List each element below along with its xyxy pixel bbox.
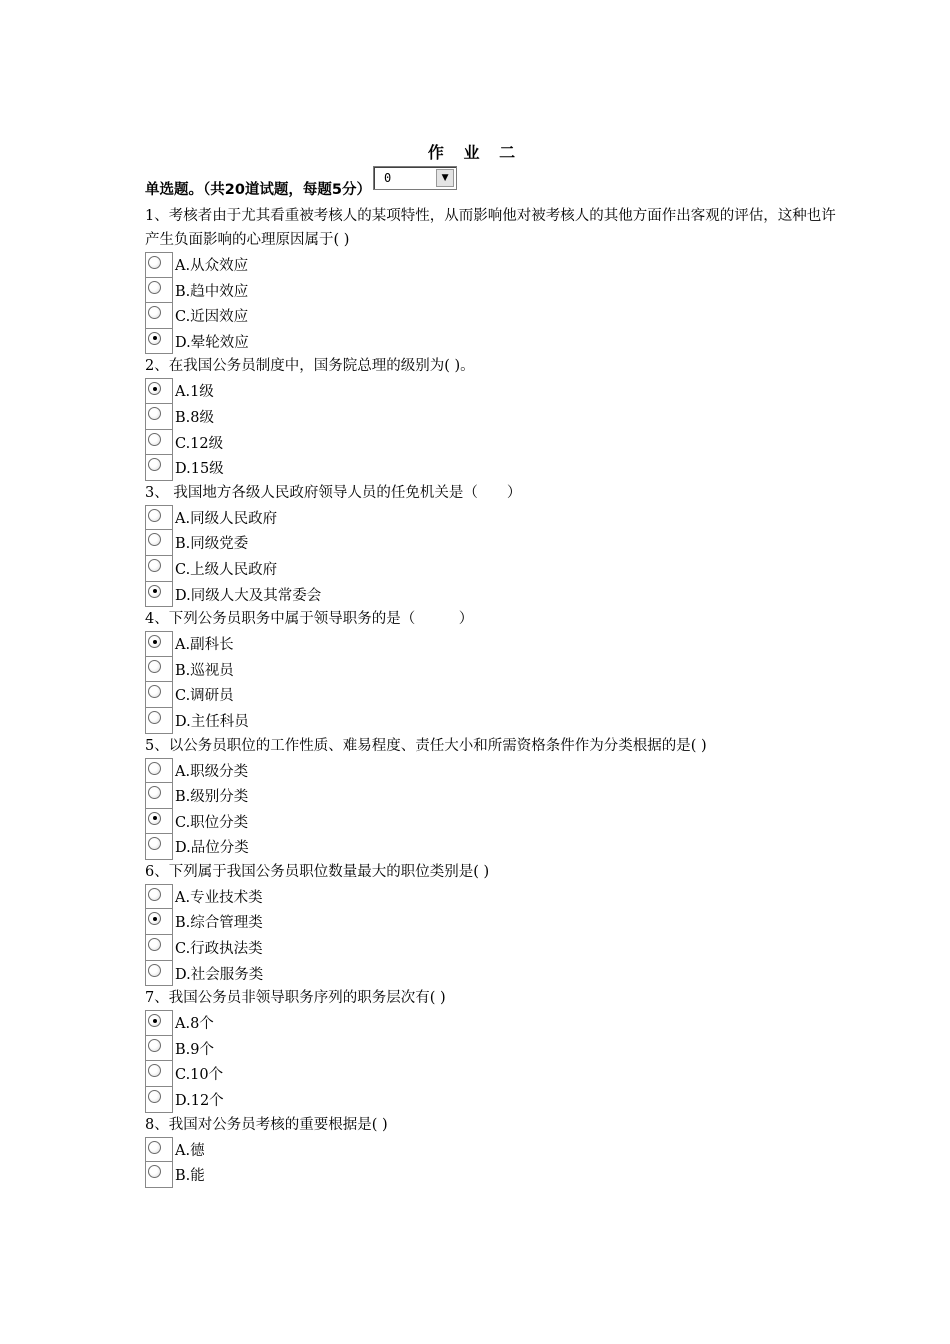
option-row[interactable]	[145, 430, 845, 456]
option-label: D.品位分类	[175, 840, 249, 857]
radio-button[interactable]	[148, 559, 161, 572]
option-label: D.同级人大及其常委会	[175, 587, 322, 604]
question-text: 5、以公务员职位的工作性质、难易程度、责任大小和所需资格条件作为分类根据的是( )	[145, 737, 707, 754]
radio-button[interactable]	[148, 533, 161, 546]
option-row[interactable]	[145, 809, 845, 835]
radio-cell	[145, 884, 173, 910]
option-row[interactable]	[145, 303, 845, 329]
radio-button[interactable]	[148, 332, 161, 345]
radio-button[interactable]	[148, 912, 161, 925]
option-row[interactable]	[145, 783, 845, 809]
radio-cell	[145, 303, 173, 329]
radio-button[interactable]	[148, 585, 161, 598]
option-row[interactable]	[145, 631, 845, 657]
option-label: D.社会服务类	[175, 966, 264, 983]
option-label: A.副科长	[175, 637, 234, 654]
radio-button[interactable]	[148, 1014, 161, 1027]
radio-cell	[145, 961, 173, 987]
question-text: 4、下列公务员职务中属于领导职务的是（ ）	[145, 611, 474, 628]
radio-cell	[145, 530, 173, 556]
radio-button[interactable]	[148, 458, 161, 471]
question-5	[145, 734, 845, 860]
radio-cell	[145, 1162, 173, 1188]
question-text: 6、下列属于我国公务员职位数量最大的职位类别是( )	[145, 863, 490, 880]
radio-cell	[145, 1087, 173, 1113]
question-6	[145, 860, 845, 986]
radio-button[interactable]	[148, 281, 161, 294]
option-row[interactable]	[145, 329, 845, 355]
option-label: C.行政执法类	[175, 941, 263, 958]
radio-button[interactable]	[148, 256, 161, 269]
radio-button[interactable]	[148, 433, 161, 446]
option-row[interactable]	[145, 455, 845, 481]
radio-button[interactable]	[148, 382, 161, 395]
option-row[interactable]	[145, 252, 845, 278]
option-row[interactable]	[145, 530, 845, 556]
option-row[interactable]	[145, 834, 845, 860]
radio-cell	[145, 1036, 173, 1062]
question-text: 8、我国对公务员考核的重要根据是( )	[145, 1116, 388, 1133]
option-row[interactable]	[145, 1137, 845, 1163]
option-row[interactable]	[145, 404, 845, 430]
options-group	[145, 252, 845, 354]
option-label: C.职位分类	[175, 814, 249, 831]
option-label: A.职级分类	[175, 763, 249, 780]
option-row[interactable]	[145, 1036, 845, 1062]
radio-button[interactable]	[148, 762, 161, 775]
radio-button[interactable]	[148, 837, 161, 850]
radio-button[interactable]	[148, 812, 161, 825]
option-label: C.近因效应	[175, 309, 249, 326]
option-label: D.12个	[175, 1093, 224, 1110]
question-2	[145, 354, 845, 480]
radio-cell	[145, 455, 173, 481]
radio-cell	[145, 834, 173, 860]
score-value: 0	[384, 171, 392, 185]
radio-cell	[145, 278, 173, 304]
option-row[interactable]	[145, 657, 845, 683]
question-text: 3、 我国地方各级人民政府领导人员的任免机关是（ ）	[145, 484, 522, 501]
radio-cell	[145, 809, 173, 835]
radio-button[interactable]	[148, 1064, 161, 1077]
option-row[interactable]	[145, 556, 845, 582]
option-label: B.同级党委	[175, 536, 249, 553]
option-label: A.8个	[175, 1016, 214, 1033]
section-title: 单选题。（共20道试题，每题5分）	[145, 182, 372, 198]
radio-cell	[145, 505, 173, 531]
option-row[interactable]	[145, 1162, 845, 1188]
question-3	[145, 481, 845, 607]
radio-button[interactable]	[148, 1039, 161, 1052]
option-label: D.15级	[175, 461, 224, 478]
option-label: B.8级	[175, 409, 214, 426]
option-label: B.综合管理类	[175, 915, 263, 932]
option-label: A.德	[175, 1142, 205, 1159]
option-row[interactable]	[145, 909, 845, 935]
radio-button[interactable]	[148, 964, 161, 977]
option-label: B.巡视员	[175, 662, 234, 679]
option-label: D.主任科员	[175, 713, 249, 730]
question-list	[145, 204, 845, 1188]
radio-button[interactable]	[148, 1165, 161, 1178]
option-label: A.1级	[175, 384, 214, 401]
radio-button[interactable]	[148, 635, 161, 648]
radio-button[interactable]	[148, 938, 161, 951]
question-1	[145, 204, 845, 354]
option-label: B.能	[175, 1168, 205, 1185]
question-text: 1、考核者由于尤其看重被考核人的某项特性，从而影响他对被考核人的其他方面作出客观的评估，这种也许产生负面影响的心理原因属于( )	[145, 208, 836, 248]
option-label: B.9个	[175, 1041, 214, 1058]
score-dropdown[interactable]	[373, 166, 457, 190]
question-8	[145, 1113, 845, 1188]
chevron-down-icon[interactable]: ▼	[436, 169, 454, 187]
question-text: 7、我国公务员非领导职务序列的职务层次有( )	[145, 990, 446, 1007]
options-group	[145, 631, 845, 733]
option-label: C.12级	[175, 435, 224, 452]
option-row[interactable]	[145, 278, 845, 304]
radio-cell	[145, 758, 173, 784]
option-row[interactable]	[145, 1010, 845, 1036]
option-row[interactable]	[145, 682, 845, 708]
option-label: C.10个	[175, 1067, 224, 1084]
radio-button[interactable]	[148, 888, 161, 901]
option-label: A.专业技术类	[175, 889, 263, 906]
radio-cell	[145, 404, 173, 430]
radio-cell	[145, 657, 173, 683]
section-header	[145, 166, 457, 199]
option-row[interactable]	[145, 758, 845, 784]
radio-cell	[145, 935, 173, 961]
option-row[interactable]	[145, 961, 845, 987]
options-group	[145, 505, 845, 607]
page-title: 作 业 二	[427, 143, 523, 162]
radio-cell	[145, 682, 173, 708]
radio-button[interactable]	[148, 1141, 161, 1154]
radio-cell	[145, 1137, 173, 1163]
question-7	[145, 986, 845, 1112]
radio-cell	[145, 909, 173, 935]
radio-button[interactable]	[148, 685, 161, 698]
radio-cell	[145, 378, 173, 404]
option-row[interactable]	[145, 1087, 845, 1113]
option-label: B.级别分类	[175, 789, 249, 806]
radio-cell	[145, 1061, 173, 1087]
question-text: 2、在我国公务员制度中，国务院总理的级别为( )。	[145, 358, 475, 375]
radio-cell	[145, 1010, 173, 1036]
option-row[interactable]	[145, 935, 845, 961]
radio-button[interactable]	[148, 509, 161, 522]
options-group	[145, 758, 845, 860]
question-4	[145, 607, 845, 733]
radio-button[interactable]	[148, 711, 161, 724]
radio-cell	[145, 631, 173, 657]
option-row[interactable]	[145, 708, 845, 734]
option-label: A.从众效应	[175, 258, 249, 274]
radio-button[interactable]	[148, 407, 161, 420]
options-group	[145, 378, 845, 480]
radio-cell	[145, 430, 173, 456]
radio-button[interactable]	[148, 660, 161, 673]
radio-cell	[145, 556, 173, 582]
option-row[interactable]	[145, 1061, 845, 1087]
option-label: D.晕轮效应	[175, 334, 249, 351]
option-row[interactable]	[145, 378, 845, 404]
option-label: B.趋中效应	[175, 283, 249, 300]
option-label: A.同级人民政府	[175, 510, 278, 527]
radio-cell	[145, 329, 173, 355]
radio-cell	[145, 708, 173, 734]
option-row[interactable]	[145, 582, 845, 608]
radio-cell	[145, 582, 173, 608]
option-label: C.上级人民政府	[175, 561, 278, 578]
option-label: C.调研员	[175, 688, 234, 705]
options-group	[145, 1137, 845, 1188]
option-row[interactable]	[145, 884, 845, 910]
radio-cell	[145, 252, 173, 278]
options-group	[145, 884, 845, 986]
options-group	[145, 1010, 845, 1112]
radio-button[interactable]	[148, 786, 161, 799]
radio-button[interactable]	[148, 306, 161, 319]
option-row[interactable]	[145, 505, 845, 531]
radio-button[interactable]	[148, 1090, 161, 1103]
radio-cell	[145, 783, 173, 809]
